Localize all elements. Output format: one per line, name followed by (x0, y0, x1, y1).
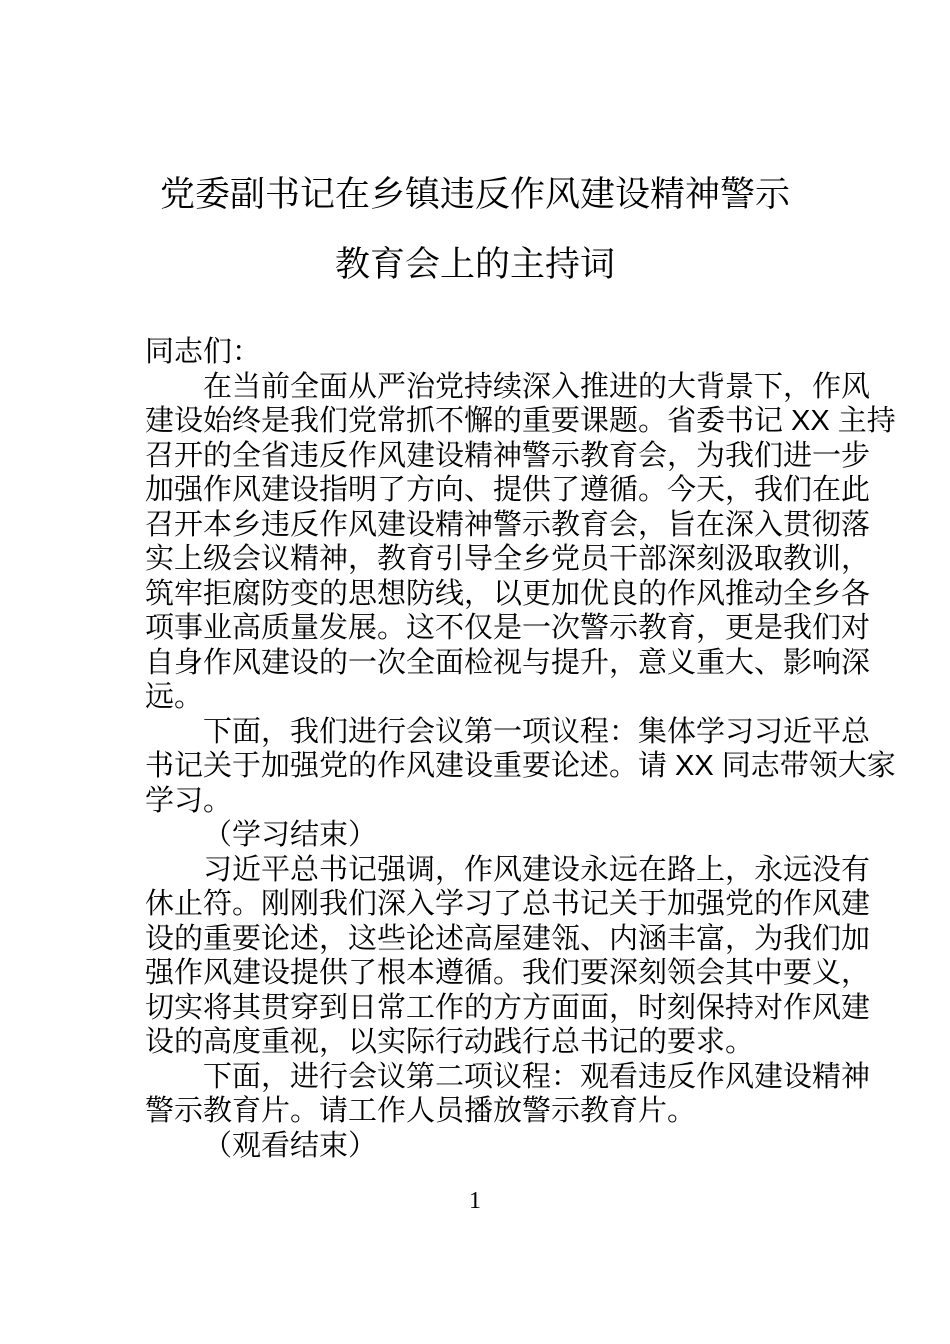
title-line: 党委副书记在乡镇违反作风建设精神警示 (159, 175, 790, 214)
text-line: 筑牢拒腐防变的思想防线，以更加优良的作风推动全乡各 (145, 577, 871, 610)
document-title (0, 160, 950, 300)
text-line: 下面，进行会议第二项议程：观看违反作风建设精神 (203, 1060, 871, 1093)
paragraph (145, 818, 807, 853)
text-line: 书记关于加强党的作风建设重要论述。请 XX 同志带领大家 (145, 750, 896, 782)
text-line: （观看结束） (203, 1129, 378, 1162)
text-line: 强作风建设提供了根本遵循。我们要深刻领会其中要义， (145, 957, 871, 989)
text-line: 召开本乡违反作风建设精神警示教育会，旨在深入贯彻落 (145, 508, 871, 541)
paragraph (145, 853, 871, 1060)
paragraph (145, 1129, 807, 1164)
text-line: 切实将其贯穿到日常工作的方方面面，时刻保持对作风建 (145, 991, 871, 1024)
text-line: 习近平总书记强调，作风建设永远在路上，永远没有 (203, 853, 871, 886)
text-line: 建设始终是我们党常抓不懈的重要课题。省委书记 XX 主持 (145, 405, 896, 437)
text-line: 设的高度重视，以实际行动践行总书记的要求。 (145, 1026, 755, 1058)
text-line: 项事业高质量发展。这不仅是一次警示教育，更是我们对 (145, 612, 871, 644)
text-line: 学习。 (145, 784, 233, 817)
page-number: 1 (469, 1188, 481, 1214)
text-line: 下面，我们进行会议第一项议程：集体学习习近平总 (203, 715, 871, 748)
text-line: 远。 (145, 681, 204, 713)
text-line: 加强作风建设指明了方向、提供了遵循。今天，我们在此 (145, 474, 871, 506)
salutation (145, 335, 807, 370)
text-line: 自身作风建设的一次全面检视与提升，意义重大、影响深 (145, 646, 871, 679)
text-line: 设的重要论述，这些论述高屋建瓴、内涵丰富，为我们加 (145, 922, 871, 955)
text-line: （学习结束） (203, 819, 378, 851)
paragraph (145, 370, 896, 715)
title-line: 教育会上的主持词 (334, 245, 615, 284)
document-body (145, 335, 896, 1163)
paragraph (145, 1060, 871, 1129)
paragraph (145, 715, 896, 819)
text-line: 休止符。刚刚我们深入学习了总书记关于加强党的作风建 (145, 888, 871, 920)
text-line: 同志们： (145, 336, 262, 368)
text-line: 在当前全面从严治党持续深入推进的大背景下，作风 (203, 370, 871, 403)
text-line: 实上级会议精神，教育引导全乡党员干部深刻汲取教训， (145, 543, 871, 575)
text-line: 警示教育片。请工作人员播放警示教育片。 (145, 1095, 697, 1127)
text-line: 召开的全省违反作风建设精神警示教育会，为我们进一步 (145, 439, 871, 472)
